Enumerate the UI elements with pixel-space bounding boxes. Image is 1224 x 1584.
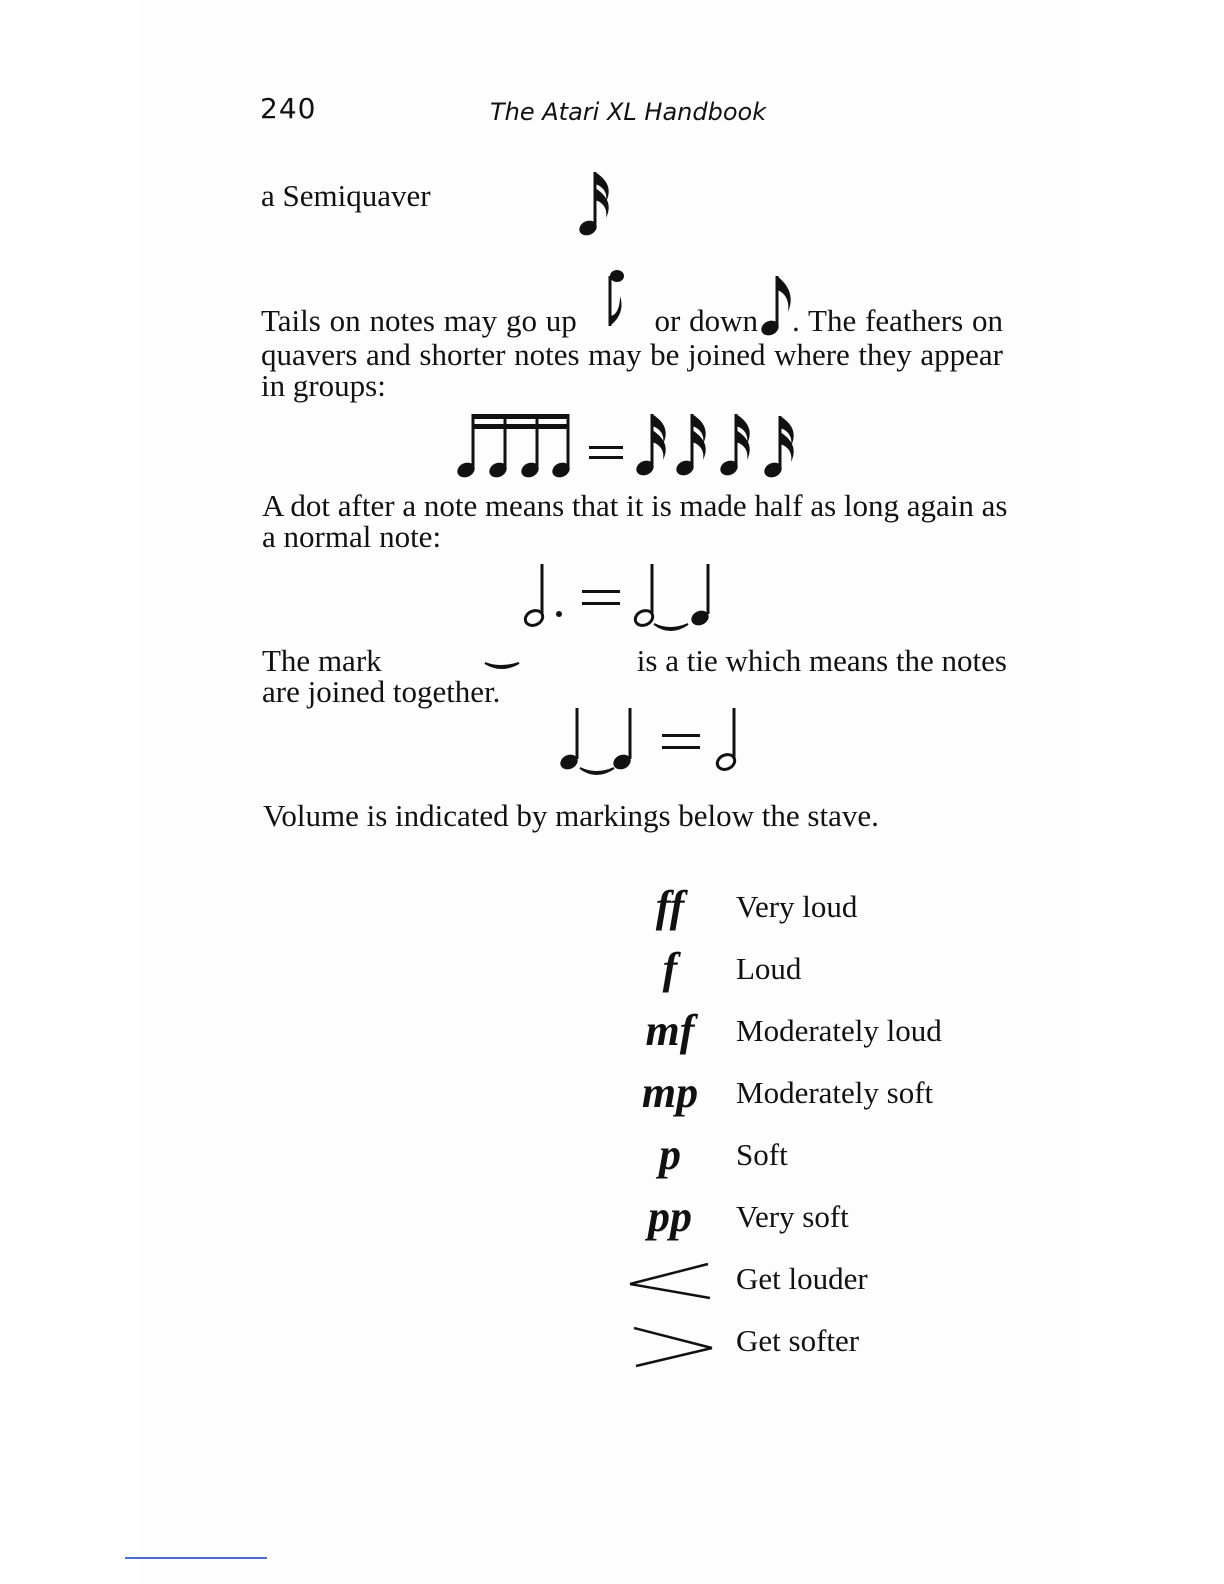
dynamic-meaning: Get louder [736,1261,868,1296]
beamed-semiquavers-equation [455,410,815,482]
dynamic-meaning: Very soft [736,1199,849,1234]
dynamic-meaning: Moderately loud [736,1013,942,1048]
dotted-note-equation [520,562,730,634]
dynamics-row [620,1068,1020,1118]
semiquaver-label: a Semiquaver [261,178,431,213]
dynamic-meaning: Very loud [736,889,858,924]
tie-text-2: is a tie which means the notes [636,643,1007,678]
tied-crotchets-icon [558,708,633,774]
tails-text-3: . The feathers on quavers and shorter notes may be joined where they appear in groups: [261,303,1004,404]
running-title: The Atari XL Handbook [490,98,767,126]
dot-paragraph: A dot after a note means that it is made half as long again as a normal note: [262,488,1008,554]
dynamic-meaning: Moderately soft [736,1075,934,1110]
minim-icon [715,708,737,772]
dynamic-symbol: pp [648,1192,692,1241]
footer-rule [125,1557,267,1559]
semiquaver-note-icon [578,168,618,240]
dynamics-row [620,1316,1020,1366]
separate-semiquavers-icon [634,414,794,480]
quaver-tail-down-icon [758,308,792,339]
dynamics-row [620,1006,1020,1056]
equals-sign-icon [582,590,620,605]
equals-sign-icon [589,446,623,459]
dotted-minim-icon [523,564,562,628]
page-number: 240 [260,92,317,125]
dynamics-row [620,1130,1020,1180]
tails-paragraph [261,303,1004,404]
tie-paragraph [262,645,1007,707]
equals-sign-icon [662,734,700,749]
page-header [260,92,1010,132]
quaver-tail-up-icon [586,308,646,339]
dynamic-symbol: p [659,1130,681,1179]
dynamic-meaning: Get softer [736,1323,860,1358]
dynamic-meaning: Soft [736,1137,788,1172]
dynamics-row [620,1192,1020,1242]
crescendo-icon [628,1262,714,1302]
dynamics-row [620,882,1020,932]
dynamics-row [620,1254,1020,1304]
beamed-semiquaver-group-icon [455,414,572,480]
tie-mark-icon [479,645,539,676]
tie-text-1: The mark [262,643,382,678]
tails-text-1: Tails on notes may go up [261,303,577,338]
dynamic-symbol: f [662,944,678,993]
dynamic-symbol: mp [641,1068,699,1117]
tied-minim-crotchet-icon [633,564,711,630]
tails-text-2: or down [654,303,759,338]
dynamics-row [620,944,1020,994]
tie-equation [556,704,756,780]
volume-intro: Volume is indicated by markings below the stave. [263,798,879,833]
dynamic-symbol: ff [655,882,685,931]
dynamic-symbol: mf [645,1006,695,1055]
dynamic-meaning: Loud [736,951,802,986]
diminuendo-icon [632,1324,718,1368]
tie-text-3: are joined together. [262,674,501,709]
